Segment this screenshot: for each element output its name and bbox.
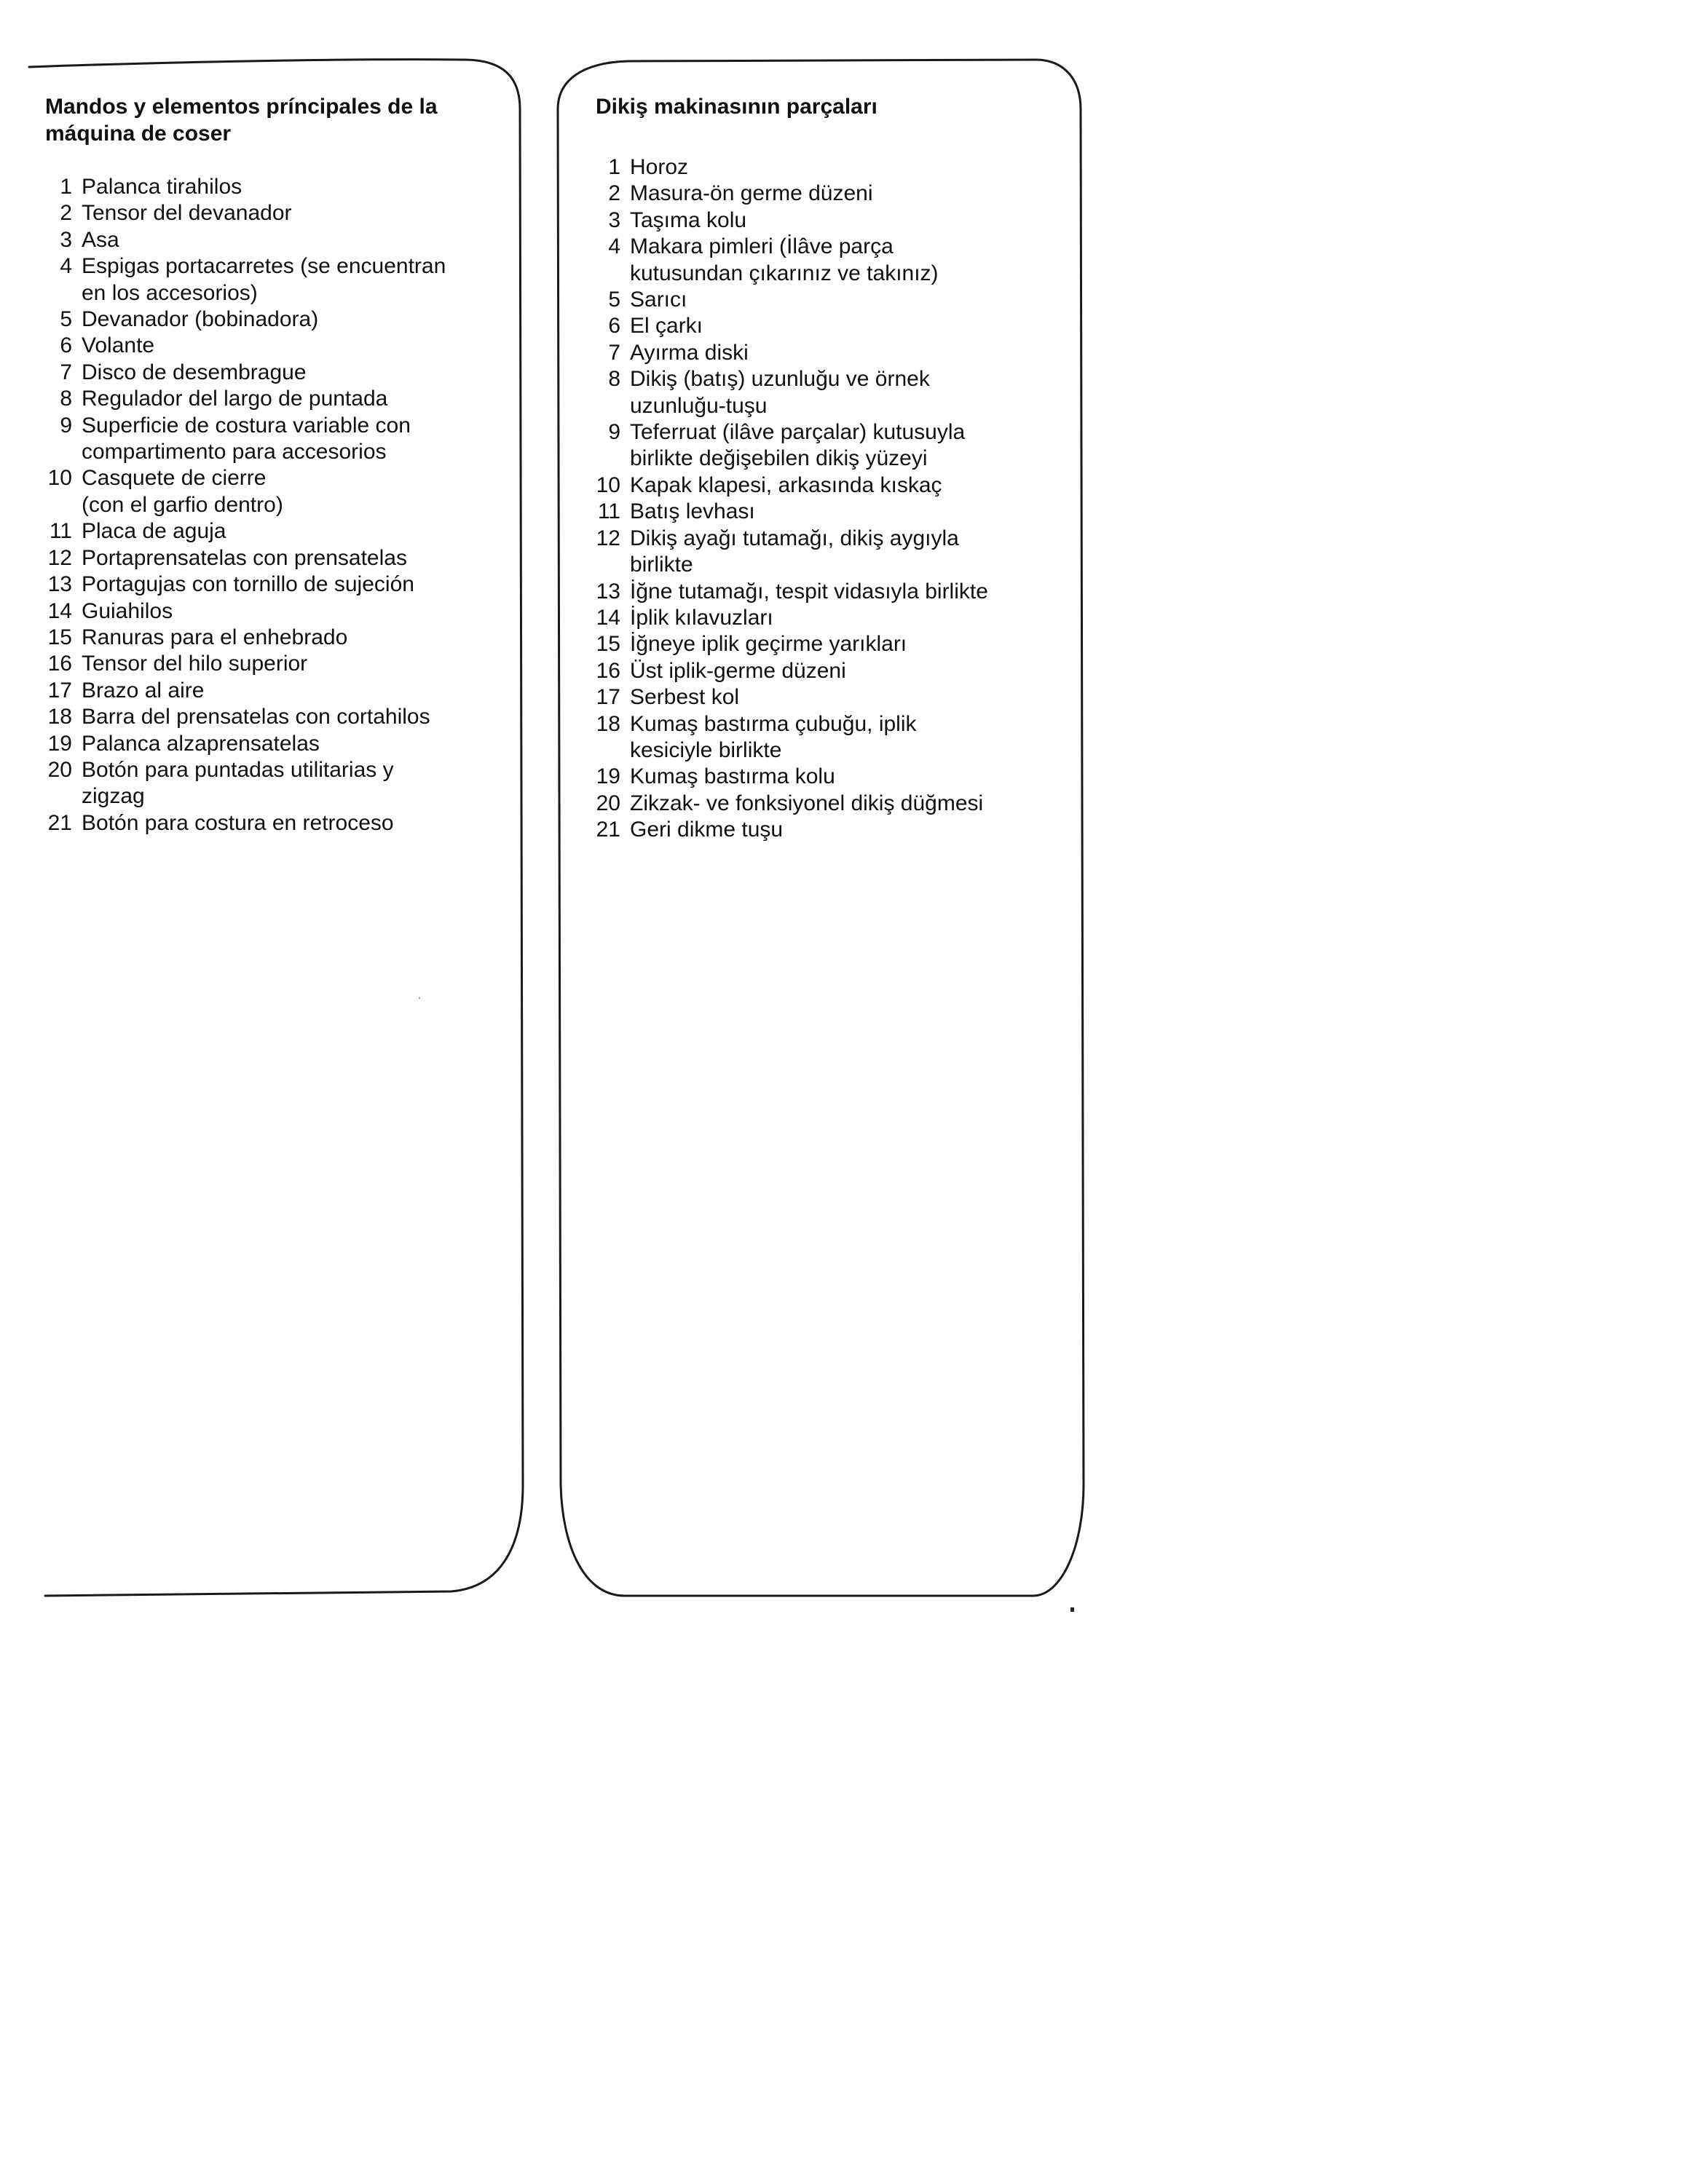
item-label: Botón para puntadas utilitarias y zigzag bbox=[82, 757, 394, 809]
list-item bbox=[596, 234, 1062, 287]
item-number: 5 bbox=[60, 307, 72, 332]
item-number: 21 bbox=[47, 810, 72, 835]
item-number: 2 bbox=[60, 201, 72, 226]
item-label: Casquete de cierre (con el garfio dentro) bbox=[82, 466, 283, 517]
list-item bbox=[45, 413, 504, 466]
item-number: 5 bbox=[608, 288, 620, 312]
item-number: 2 bbox=[608, 181, 620, 206]
item-number: 21 bbox=[596, 818, 620, 842]
turkish-parts-panel bbox=[596, 93, 1062, 844]
item-label: İğne tutamağı, tespit vidasıyla birlikte bbox=[630, 579, 988, 604]
item-number: 11 bbox=[49, 519, 72, 544]
item-number: 18 bbox=[596, 711, 620, 736]
item-label: Guiahilos bbox=[82, 598, 173, 623]
item-number: 7 bbox=[60, 360, 72, 384]
list-item bbox=[596, 207, 1062, 234]
item-label: Kapak klapesi, arkasında kıskaç bbox=[630, 472, 942, 497]
item-label: Portaprensatelas con prensatelas bbox=[82, 545, 407, 570]
list-item bbox=[45, 253, 504, 306]
spanish-parts-list bbox=[45, 174, 504, 836]
list-item bbox=[45, 465, 504, 518]
item-label: Devanador (bobinadora) bbox=[82, 307, 319, 332]
item-label: Serbest kol bbox=[630, 685, 740, 710]
item-label: İplik kılavuzları bbox=[630, 605, 773, 630]
item-label: Dikiş (batış) uzunluğu ve örnek uzunluğu-tuşu bbox=[630, 367, 930, 418]
item-label: Teferruat (ilâve parçalar) kutusuyla birlikte değişebilen dikiş yüzeyi bbox=[630, 420, 966, 471]
item-label: Portagujas con tornillo de sujeción bbox=[82, 572, 414, 597]
list-item bbox=[596, 366, 1062, 419]
item-number: 16 bbox=[596, 658, 620, 683]
list-item bbox=[596, 605, 1062, 631]
list-item bbox=[45, 731, 504, 757]
item-number: 6 bbox=[60, 333, 72, 358]
item-label: Geri dikme tuşu bbox=[630, 818, 784, 842]
item-label: Tensor del devanador bbox=[82, 201, 292, 226]
item-number: 17 bbox=[596, 685, 620, 710]
list-item bbox=[596, 499, 1062, 525]
item-number: 1 bbox=[60, 175, 72, 199]
item-label: Palanca alzaprensatelas bbox=[82, 731, 320, 756]
list-item bbox=[45, 810, 504, 836]
item-label: Kumaş bastırma kolu bbox=[630, 764, 835, 789]
list-item bbox=[596, 684, 1062, 711]
item-number: 15 bbox=[47, 625, 72, 649]
item-label: Horoz bbox=[630, 155, 689, 179]
item-number: 13 bbox=[47, 572, 72, 597]
list-item bbox=[596, 658, 1062, 684]
item-number: 20 bbox=[47, 757, 72, 782]
item-label: Disco de desembrague bbox=[82, 360, 307, 384]
list-item bbox=[45, 545, 504, 571]
item-number: 14 bbox=[47, 598, 72, 623]
item-label: Ayırma diski bbox=[630, 340, 749, 365]
item-number: 9 bbox=[608, 420, 620, 445]
item-number: 8 bbox=[60, 387, 72, 411]
item-label: Taşıma kolu bbox=[630, 207, 747, 232]
item-number: 4 bbox=[608, 234, 620, 259]
list-item bbox=[45, 598, 504, 625]
scan-mark bbox=[419, 997, 420, 999]
item-label: Tensor del hilo superior bbox=[82, 652, 308, 676]
item-number: 12 bbox=[596, 526, 620, 550]
item-label: Üst iplik-germe düzeni bbox=[630, 658, 846, 683]
item-number: 1 bbox=[608, 155, 620, 179]
list-item bbox=[596, 340, 1062, 366]
item-number: 19 bbox=[47, 731, 72, 756]
item-number: 10 bbox=[596, 472, 620, 497]
list-item bbox=[45, 360, 504, 386]
item-label: Asa bbox=[82, 227, 119, 252]
item-label: Kumaş bastırma çubuğu, iplik kesiciyle birlikte bbox=[630, 711, 917, 762]
item-number: 9 bbox=[60, 413, 72, 438]
item-label: Ranuras para el enhebrado bbox=[82, 625, 348, 649]
list-item bbox=[45, 306, 504, 333]
item-number: 17 bbox=[47, 678, 72, 703]
item-label: Regulador del largo de puntada bbox=[82, 387, 388, 411]
list-item bbox=[596, 817, 1062, 843]
list-item bbox=[45, 333, 504, 359]
item-label: İğneye iplik geçirme yarıkları bbox=[630, 632, 907, 657]
list-item bbox=[45, 625, 504, 651]
list-item bbox=[596, 526, 1062, 579]
item-label: Palanca tirahilos bbox=[82, 175, 242, 199]
item-number: 16 bbox=[47, 652, 72, 676]
list-item bbox=[596, 764, 1062, 790]
item-number: 8 bbox=[608, 367, 620, 392]
item-number: 4 bbox=[60, 254, 72, 279]
list-item bbox=[596, 287, 1062, 313]
spanish-panel-title: Mandos y elementos príncipales de la máquina de coser bbox=[45, 95, 438, 146]
list-item bbox=[596, 313, 1062, 339]
item-number: 15 bbox=[596, 632, 620, 657]
list-item bbox=[596, 711, 1062, 764]
turkish-parts-list bbox=[596, 154, 1062, 844]
list-item bbox=[45, 386, 504, 412]
list-item bbox=[596, 791, 1062, 817]
item-label: Sarıcı bbox=[630, 288, 687, 312]
list-item bbox=[596, 472, 1062, 499]
item-label: Placa de aguja bbox=[82, 519, 226, 544]
list-item bbox=[596, 181, 1062, 207]
list-item bbox=[45, 518, 504, 545]
list-item bbox=[45, 704, 504, 730]
list-item bbox=[596, 579, 1062, 605]
item-label: Espigas portacarretes (se encuentran en los accesorios) bbox=[82, 254, 446, 305]
item-number: 13 bbox=[596, 579, 620, 604]
item-number: 12 bbox=[47, 545, 72, 570]
list-item bbox=[45, 678, 504, 704]
list-item bbox=[596, 419, 1062, 472]
item-label: Batış levhası bbox=[630, 499, 755, 524]
list-item bbox=[45, 200, 504, 226]
list-item bbox=[45, 651, 504, 677]
item-number: 3 bbox=[608, 207, 620, 232]
item-label: Botón para costura en retroceso bbox=[82, 810, 394, 835]
item-label: Barra del prensatelas con cortahilos bbox=[82, 705, 430, 729]
item-label: El çarkı bbox=[630, 314, 703, 339]
item-label: Superficie de costura variable con compartimento para accesorios bbox=[82, 413, 411, 464]
item-label: Dikiş ayağı tutamağı, dikiş aygıyla birlikte bbox=[630, 526, 959, 577]
item-number: 19 bbox=[596, 764, 620, 789]
item-number: 18 bbox=[47, 705, 72, 729]
list-item bbox=[596, 154, 1062, 181]
item-label: Brazo al aire bbox=[82, 678, 205, 703]
item-number: 14 bbox=[596, 605, 620, 630]
item-number: 7 bbox=[608, 340, 620, 365]
list-item bbox=[596, 631, 1062, 657]
list-item bbox=[45, 757, 504, 810]
list-item bbox=[45, 571, 504, 598]
item-label: Zikzak- ve fonksiyonel dikiş düğmesi bbox=[630, 791, 984, 815]
list-item bbox=[45, 227, 504, 253]
item-label: Volante bbox=[82, 333, 155, 358]
turkish-panel-title: Dikiş makinasının parçaları bbox=[596, 95, 877, 119]
item-number: 20 bbox=[596, 791, 620, 815]
item-number: 6 bbox=[608, 314, 620, 339]
item-label: Makara pimleri (İlâve parça kutusundan çıkarınız ve takınız) bbox=[630, 234, 939, 285]
item-number: 3 bbox=[60, 227, 72, 252]
spanish-parts-panel bbox=[45, 93, 504, 836]
list-item bbox=[45, 174, 504, 200]
scan-mark bbox=[1070, 1607, 1074, 1612]
item-label: Masura-ön germe düzeni bbox=[630, 181, 873, 206]
item-number: 10 bbox=[47, 466, 72, 491]
item-number: 11 bbox=[597, 499, 620, 524]
